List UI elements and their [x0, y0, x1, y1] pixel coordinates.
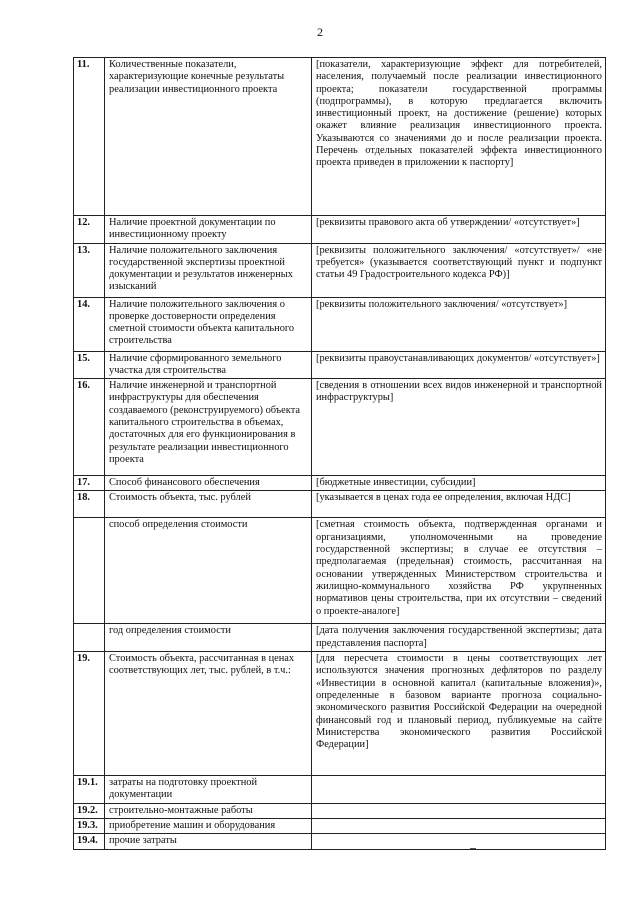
row-value — [312, 834, 606, 849]
table-row — [74, 297, 606, 351]
row-name: Количественные показатели, характеризующие конечные результаты реализации инвестиционного проекта — [105, 58, 312, 216]
row-name: Способ финансового обеспечения — [105, 476, 312, 491]
row-name: строительно-монтажные работы — [105, 803, 312, 818]
table-row — [74, 243, 606, 297]
row-name: приобретение машин и оборудования — [105, 818, 312, 833]
row-name: затраты на подготовку проектной документации — [105, 776, 312, 804]
row-value: [сметная стоимость объекта, подтвержденная органами и организациями, уполномоченными на проведение государственной экспертизы; в случае ее отсутствия – предполагаемая (предельная) стоимость, рассчитанная на основании утвержденных Министерством строительства и жилищно-коммунального хозяйства РФ укрупненных нормативов цены строительства, при их отсутствии – сведений о проекте-аналоге] — [312, 518, 606, 624]
table-row — [74, 351, 606, 379]
row-number: 19. — [74, 652, 105, 776]
row-value: [реквизиты правоустанавливающих документов/ «отсутствует»] — [312, 351, 606, 379]
row-name: Стоимость объекта, тыс. рублей — [105, 491, 312, 518]
row-number: 11. — [74, 58, 105, 216]
row-value — [312, 818, 606, 833]
row-value: [дата получения заключения государственной экспертизы; дата представления паспорта] — [312, 624, 606, 652]
row-name: Наличие положительного заключения государственной экспертизы проектной документации и результатов инженерных изысканий — [105, 243, 312, 297]
table-row — [74, 803, 606, 818]
table-row — [74, 834, 606, 849]
table-row — [74, 216, 606, 244]
table-row — [74, 379, 606, 476]
row-number: 19.4. — [74, 834, 105, 849]
row-number — [74, 518, 105, 624]
row-name: Наличие инженерной и транспортной инфраструктуры для обеспечения создаваемого (реконструируемого) объекта капитального строительства в объемах, достаточных для его функционирования в результате реализации инвестиционного проекта — [105, 379, 312, 476]
row-number — [74, 624, 105, 652]
row-value — [312, 803, 606, 818]
row-number: 18. — [74, 491, 105, 518]
table-row — [74, 58, 606, 216]
row-value: [сведения в отношении всех видов инженерной и транспортной инфраструктуры] — [312, 379, 606, 476]
row-number: 12. — [74, 216, 105, 244]
row-value: [указывается в ценах года ее определения, включая НДС] — [312, 491, 606, 518]
row-name: Наличие проектной документации по инвестиционному проекту — [105, 216, 312, 244]
table-row — [74, 652, 606, 776]
passport-table — [73, 57, 606, 850]
row-name: Наличие положительного заключения о проверке достоверности определения сметной стоимости объекта капитального строительства — [105, 297, 312, 351]
row-number: 13. — [74, 243, 105, 297]
table-row — [74, 491, 606, 518]
row-name: год определения стоимости — [105, 624, 312, 652]
table-row — [74, 776, 606, 804]
table-row — [74, 818, 606, 833]
scan-mark — [470, 848, 476, 849]
row-name: Стоимость объекта, рассчитанная в ценах соответствующих лет, тыс. рублей, в т.ч.: — [105, 652, 312, 776]
row-number: 19.1. — [74, 776, 105, 804]
table-row — [74, 476, 606, 491]
row-number: 19.2. — [74, 803, 105, 818]
row-number: 14. — [74, 297, 105, 351]
row-number: 17. — [74, 476, 105, 491]
row-number: 19.3. — [74, 818, 105, 833]
table-row — [74, 518, 606, 624]
row-number: 15. — [74, 351, 105, 379]
row-value — [312, 776, 606, 804]
row-value: [реквизиты правового акта об утверждении/ «отсутствует»] — [312, 216, 606, 244]
row-value: [бюджетные инвестиции, субсидии] — [312, 476, 606, 491]
page-number: 2 — [317, 25, 323, 39]
row-value: [показатели, характеризующие эффект для потребителей, населения, получаемый после реализации инвестиционного проекта; показатели государственной программы (подпрограммы), в которую предлагается включить инвестиционный проект, на достижение (решение) которых окажет влияние реализация инвестиционного проекта. Указываются со значениями до и после реализации проекта. Перечень отдельных показателей эффекта инвестиционного проекта приведен в приложении к паспорту] — [312, 58, 606, 216]
row-value: [реквизиты положительного заключения/ «отсутствует»] — [312, 297, 606, 351]
row-name: Наличие сформированного земельного участка для строительства — [105, 351, 312, 379]
row-name: прочие затраты — [105, 834, 312, 849]
row-value: [для пересчета стоимости в цены соответствующих лет используются значения прогнозных дефляторов по разделу «Инвестиции в основной капитал (капитальные вложения)», определенные в базовом варианте прогноза социально-экономического развития Российской Федерации на очередной финансовый год и плановый период, публикуемые на сайте Министерства экономического развития Российской Федерации] — [312, 652, 606, 776]
row-number: 16. — [74, 379, 105, 476]
row-value: [реквизиты положительного заключения/ «отсутствует»/ «не требуется» (указывается соответствующий пункт и подпункт статьи 49 Градостроительного кодекса РФ)] — [312, 243, 606, 297]
row-name: способ определения стоимости — [105, 518, 312, 624]
table-row — [74, 624, 606, 652]
